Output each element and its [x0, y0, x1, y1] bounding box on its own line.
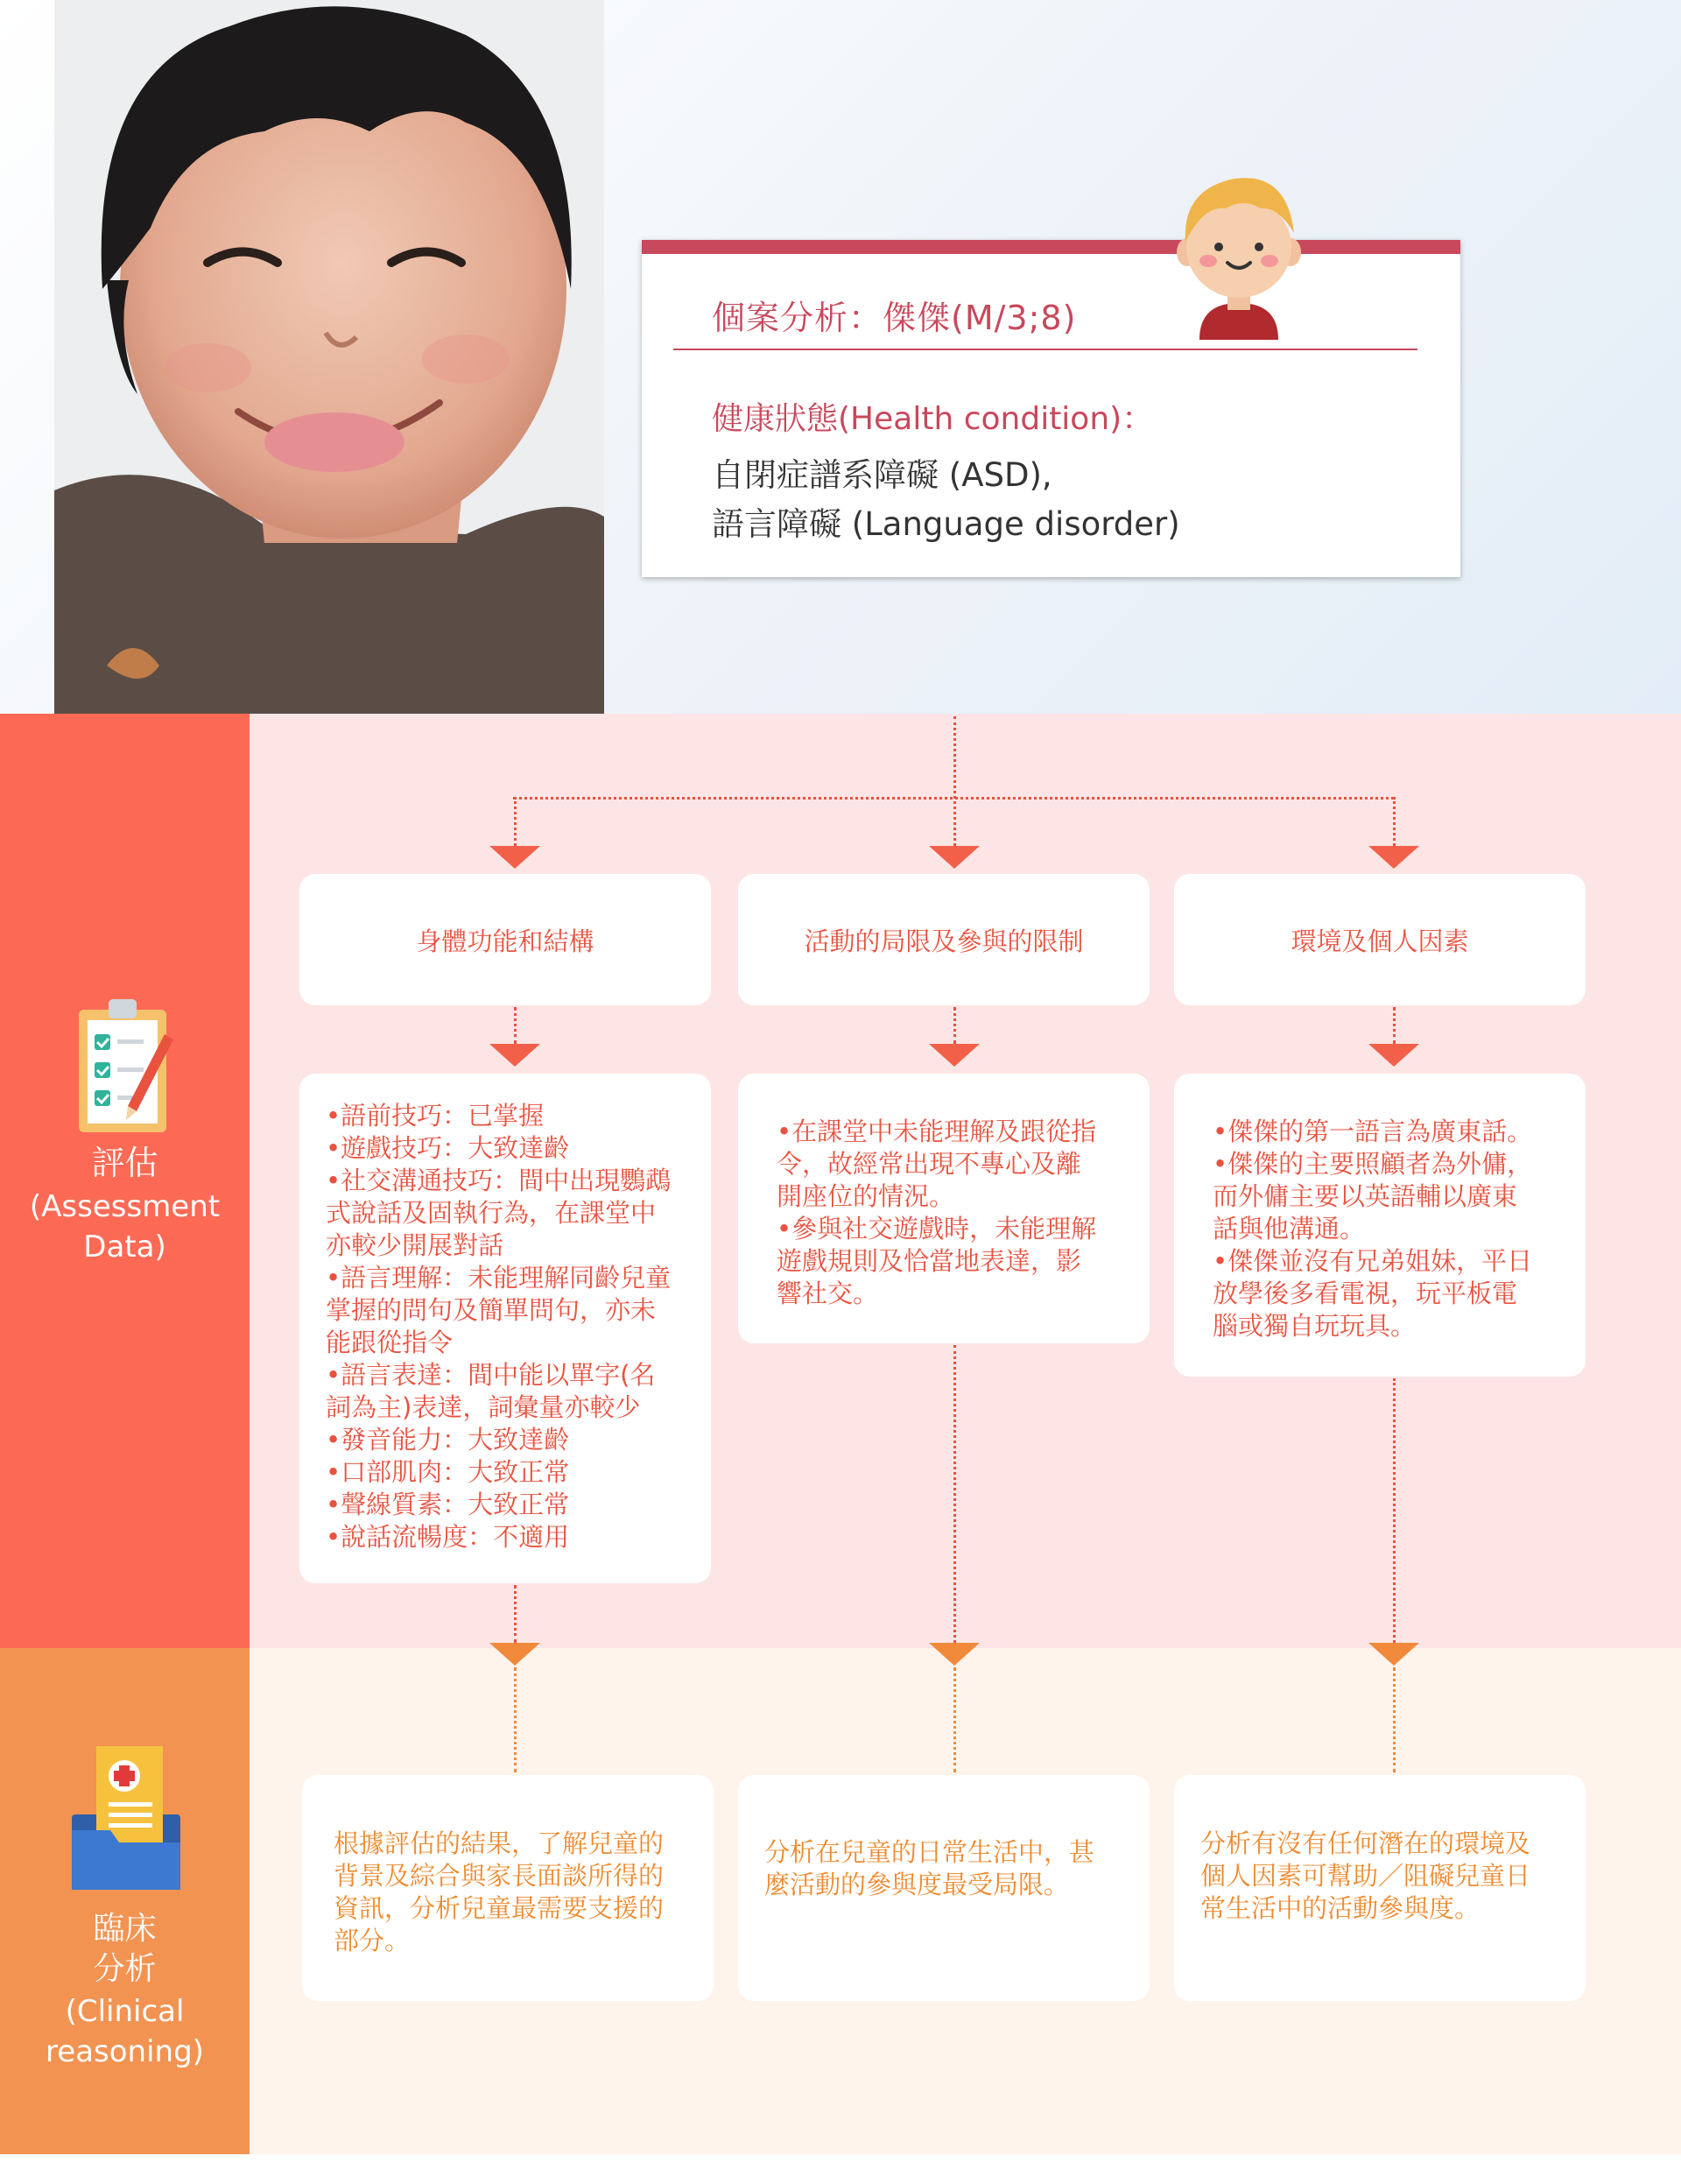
assessment-label-en-1: (Assessment: [29, 1189, 221, 1224]
reasoning-label-en-1: (Clinical: [65, 1994, 185, 2029]
list-item: •遊戲技巧：大致達齡: [326, 1133, 570, 1163]
list-item: 開座位的情況。: [777, 1181, 955, 1211]
arrow-down-icon: [489, 1044, 540, 1067]
list-item: •語言表達：間中能以單字(名: [326, 1360, 656, 1390]
detail-box-activity: [738, 1074, 1150, 1343]
category-label: 活動的局限及參與的限制: [804, 926, 1084, 956]
health-condition-label: 健康狀態(Health condition)：: [712, 401, 1154, 437]
reasoning-text: [1200, 1828, 1530, 1925]
detail-box-body-function: [299, 1074, 711, 1583]
case-summary-card: [642, 240, 1460, 577]
reasoning-box-support: [302, 1775, 714, 2001]
assessment-label-zh: 評估: [91, 1144, 158, 1182]
reasoning-text: [764, 1836, 1094, 1901]
list-item: •參與社交遊戲時，未能理解: [777, 1214, 1097, 1243]
detail-list: [326, 1100, 671, 1553]
reasoning-box-environment: [1174, 1775, 1586, 2001]
detail-list: [777, 1116, 1096, 1310]
text-line: 分析有沒有任何潛在的環境及: [1200, 1828, 1531, 1858]
connector-line: [1393, 1378, 1396, 1643]
text-line: 常生活中的活動參與度。: [1200, 1893, 1481, 1923]
list-item: •口部肌肉：大致正常: [326, 1457, 570, 1487]
child-photo: [54, 0, 604, 714]
arrow-down-icon: [929, 846, 980, 869]
connector-line: [953, 1345, 956, 1643]
arrow-down-icon: [929, 1044, 980, 1067]
list-item: 式說話及固執行為，在課堂中: [326, 1198, 657, 1228]
arrow-down-icon: [929, 1643, 980, 1666]
text-line: 分析在兒童的日常生活中，甚: [764, 1837, 1095, 1867]
arrow-down-icon: [1368, 1044, 1419, 1067]
assessment-side-panel: [0, 714, 250, 1648]
reasoning-side-panel: [0, 1648, 250, 2154]
list-item: 話與他溝通。: [1213, 1214, 1366, 1243]
list-item: •傑傑的主要照顧者為外傭，: [1213, 1149, 1533, 1179]
category-environment-personal: [1174, 874, 1586, 1005]
list-item: 腦或獨自玩玩具。: [1213, 1311, 1417, 1341]
connector-line: [514, 1007, 517, 1044]
reasoning-box-activity: [738, 1775, 1150, 2001]
list-item: 放學後多看電視，玩平板電: [1213, 1279, 1518, 1308]
reasoning-text: [334, 1828, 664, 1957]
connector-line: [513, 797, 1394, 800]
list-item: •說話流暢度：不適用: [326, 1522, 570, 1552]
list-item: •聲線質素：大致正常: [326, 1490, 570, 1519]
list-item: •在課堂中未能理解及跟從指: [777, 1117, 1097, 1146]
medical-folder-icon: [70, 1746, 182, 1892]
reasoning-label-zh-2: 分析: [93, 1951, 157, 1987]
reasoning-label-en-2: reasoning): [46, 2034, 204, 2069]
list-item: •發音能力：大致達齡: [326, 1425, 570, 1455]
list-item: 令，故經常出現不專心及離: [777, 1149, 1082, 1179]
assessment-label-en-2: Data): [83, 1229, 166, 1265]
text-line: 個人因素可幫助／阻礙兒童日: [1200, 1861, 1531, 1891]
arrow-down-icon: [489, 1643, 540, 1666]
list-item: 能跟從指令: [326, 1328, 454, 1357]
category-activity-participation: [738, 874, 1150, 1005]
connector-line: [1393, 797, 1396, 846]
connector-line: [514, 797, 517, 846]
arrow-down-icon: [1368, 846, 1419, 869]
text-line: 根據評估的結果，了解兒童的: [334, 1828, 665, 1858]
arrow-down-icon: [1368, 1643, 1419, 1666]
connector-line: [953, 716, 956, 846]
category-body-function: [299, 874, 711, 1005]
arrow-down-icon: [489, 846, 540, 869]
health-condition-language: 語言障礙 (Language disorder): [712, 505, 1180, 543]
list-item: 而外傭主要以英語輔以廣東: [1213, 1181, 1518, 1211]
list-item: 亦較少開展對話: [326, 1230, 504, 1260]
boy-avatar-icon: [1173, 172, 1305, 340]
connector-line: [514, 1585, 517, 1643]
connector-line: [1393, 1007, 1396, 1044]
category-label: 身體功能和結構: [416, 926, 594, 956]
connector-line: [514, 1667, 517, 1772]
text-line: 資訊，分析兒童最需要支援的: [334, 1893, 665, 1923]
detail-list: [1213, 1116, 1532, 1342]
health-condition-asd: 自閉症譜系障礙 (ASD),: [712, 456, 1052, 494]
reasoning-label-zh-1: 臨床: [93, 1911, 157, 1947]
list-item: •傑傑的第一語言為廣東話。: [1213, 1117, 1533, 1146]
text-line: 麼活動的參與度最受局限。: [764, 1870, 1070, 1899]
card-divider: [673, 349, 1417, 350]
list-item: •語前技巧：已掌握: [326, 1101, 545, 1131]
list-item: 響社交。: [777, 1279, 879, 1308]
detail-box-environment: [1174, 1074, 1586, 1377]
list-item: •語言理解：未能理解同齡兒童: [326, 1263, 672, 1293]
connector-line: [953, 1007, 956, 1044]
list-item: 詞為主)表達，詞彙量亦較少: [326, 1392, 641, 1422]
case-title: 個案分析：傑傑(M/3;8): [712, 299, 1077, 337]
list-item: •社交溝通技巧：間中出現鸚鵡: [326, 1166, 672, 1195]
text-line: 部分。: [334, 1926, 411, 1955]
text-line: 背景及綜合與家長面談所得的: [334, 1861, 665, 1891]
list-item: 掌握的問句及簡單問句，亦未: [326, 1295, 657, 1325]
connector-line: [1393, 1667, 1396, 1772]
connector-line: [953, 1667, 956, 1772]
clipboard-checklist-icon: [77, 994, 173, 1134]
category-label: 環境及個人因素: [1291, 926, 1469, 956]
list-item: •傑傑並沒有兄弟姐妹，平日: [1213, 1246, 1533, 1276]
list-item: 遊戲規則及恰當地表達，影: [777, 1246, 1082, 1276]
